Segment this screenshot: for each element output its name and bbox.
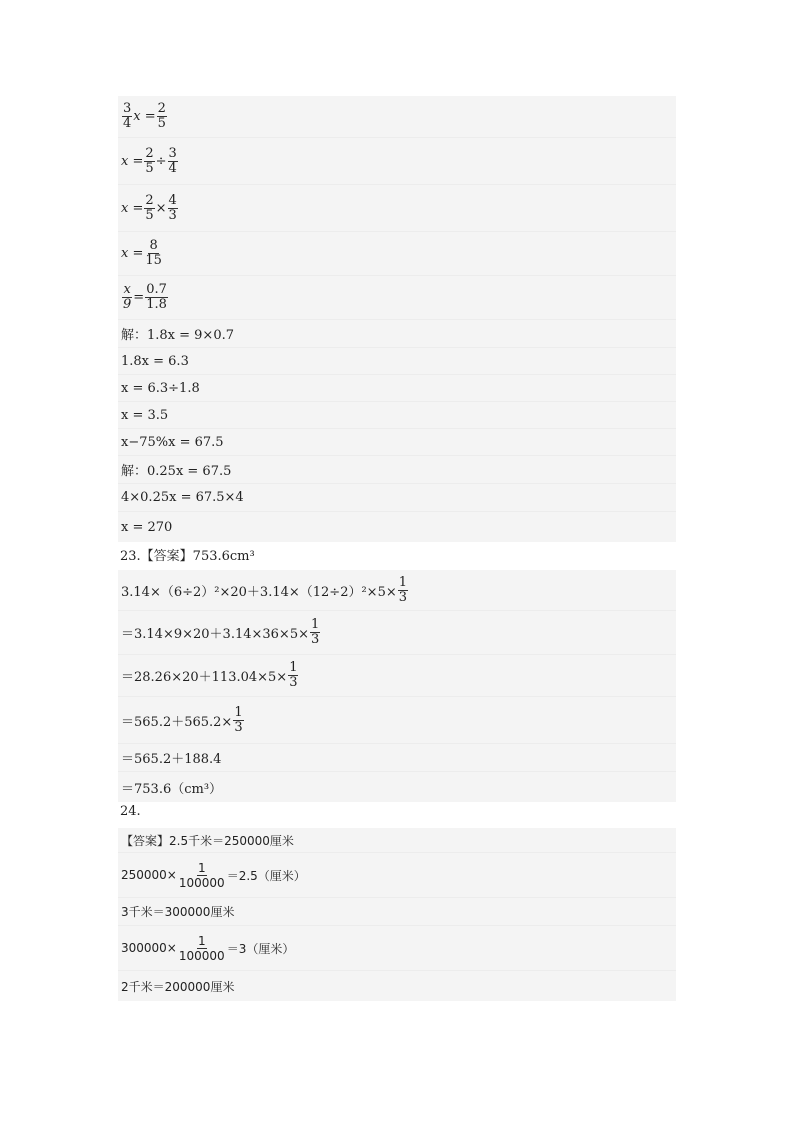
eq-row-5: $\frac{x}{9}$ = $\frac{0.7}{1.8}$	[118, 276, 676, 320]
eq-row-2: x = $\frac{2}{5}$ ÷ $\frac{3}{4}$	[118, 138, 676, 185]
eq-row-9: x = 3.5	[118, 402, 676, 429]
eq-row-8: x = 6.3÷1.8	[118, 375, 676, 402]
q23-header: 23.【答案】753.6cm³	[120, 549, 255, 564]
fraction: $\frac{3}{4}$	[168, 145, 177, 176]
q23-row-3: ＝28.26×20＋113.04×5× $\frac{1}{3}$	[118, 655, 676, 697]
q23-row-4: ＝565.2＋565.2× $\frac{1}{3}$	[118, 697, 676, 744]
equation-block	[118, 96, 676, 542]
q24-row-3: 3千米＝300000厘米	[118, 898, 676, 926]
fraction: $\frac{x}{9}$	[123, 282, 132, 312]
q24-row-2: 250000× $\frac{1}{100000}$ ＝2.5（厘米）	[118, 853, 676, 898]
eq-row-3: x = $\frac{2}{5}$ × $\frac{4}{3}$	[118, 185, 676, 232]
eq-row-12: 4×0.25x = 67.5×4	[118, 484, 676, 512]
eq-row-6: 解：1.8x = 9×0.7	[118, 320, 676, 348]
fraction: $\frac{2}{5}$	[145, 145, 154, 176]
eq-row-4: x = $\frac{8}{15}$	[118, 232, 676, 276]
fraction: $\frac{0.7}{1.8}$	[146, 282, 167, 312]
fraction: $\frac{3}{4}$	[123, 101, 132, 131]
q24-row-4: 300000× $\frac{1}{100000}$ ＝3（厘米）	[118, 926, 676, 971]
q23-block	[118, 570, 676, 802]
eq-row-13: x = 270	[121, 519, 173, 535]
q23-row-6: ＝753.6（cm³）	[121, 781, 223, 797]
q24-block	[118, 828, 676, 1001]
q23-row-1: 3.14×（6÷2）²×20＋3.14×（12÷2）²×5× $\frac{1}{3}$	[118, 570, 676, 611]
fraction: $\frac{1}{3}$	[398, 574, 408, 605]
q24-header: 24.	[120, 804, 141, 819]
fraction: $\frac{4}{3}$	[168, 192, 177, 223]
q23-row-5: ＝565.2＋188.4	[118, 744, 676, 772]
eq-row-11: 解：0.25x = 67.5	[118, 456, 676, 484]
fraction: $\frac{1}{3}$	[310, 617, 320, 647]
q24-row-5: 2千米＝200000厘米	[121, 979, 235, 994]
fraction: $\frac{2}{5}$	[145, 192, 154, 223]
fraction: $\frac{1}{3}$	[234, 704, 243, 735]
fraction: $\frac{1}{100000}$	[178, 860, 225, 890]
q23-row-2: ＝3.14×9×20＋3.14×36×5× $\frac{1}{3}$	[118, 611, 676, 655]
fraction: $\frac{2}{5}$	[157, 101, 166, 131]
eq-row-10: x−75%x = 67.5	[118, 429, 676, 456]
fraction: $\frac{1}{3}$	[289, 660, 298, 690]
eq-row-7: 1.8x = 6.3	[118, 348, 676, 375]
q24-row-1: 【答案】2.5千米＝250000厘米	[118, 828, 676, 853]
fraction: $\frac{1}{100000}$	[178, 933, 225, 963]
eq-row-1: $\frac{3}{4}$ x = $\frac{2}{5}$	[118, 96, 676, 138]
fraction: $\frac{8}{15}$	[145, 238, 162, 268]
